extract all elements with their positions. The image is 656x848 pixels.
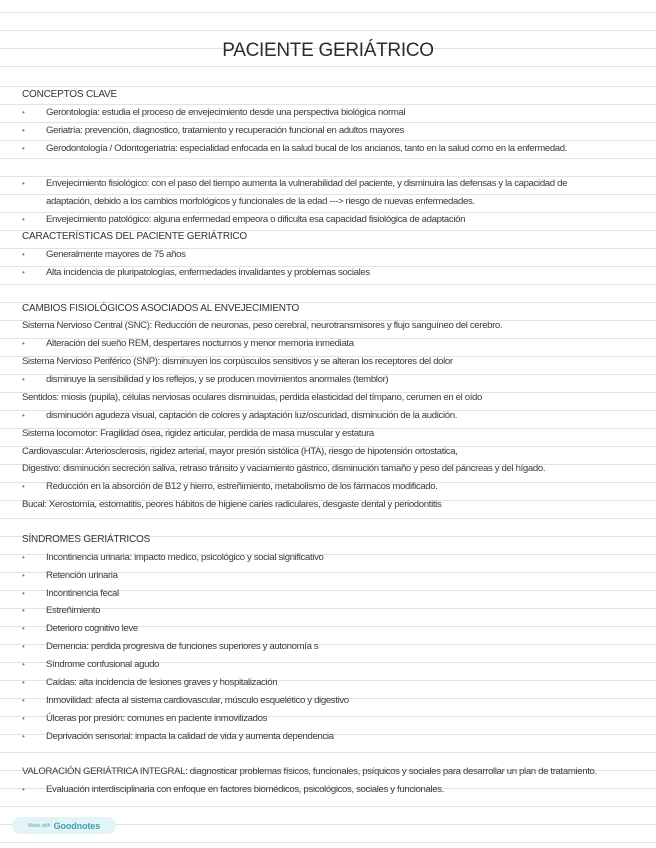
text-line-locomotor: Sistema locomotor: Fragilidad ósea, rigidez articular, perdida de masa muscular y estatura: [22, 428, 374, 439]
list-item: • Estreñimiento: [46, 604, 650, 618]
list-item: • disminuye la sensibilidad y los reflejos, y se producen movimientos anormales (temblor): [46, 373, 650, 387]
list-item: • Envejecimiento patológico: alguna enfermedad empeora o dificulta esa capacidad fisiológica de adaptación: [46, 213, 650, 227]
made-with-label: Made with: [27, 822, 51, 829]
text-line-cardio: Cardiovascular: Arteriosclerosis, rigidez arterial, mayor presión sistólica (HTA), riesgo de hipotensión ortostatica,: [22, 446, 458, 457]
list-item: • Reducción en la absorción de B12 y hierro, estreñimiento, metabolismo de los fármacos modificado.: [46, 480, 650, 494]
list-item: • Deterioro cognitivo leve: [46, 622, 650, 636]
list-item: • Evaluación interdisciplinaria con enfoque en factores biomédicos, psicológicos, sociales y funcionales.: [46, 783, 650, 797]
text-line-snc: Sistema Nervioso Central (SNC): Reducción de neuronas, peso cerebral, neurotransmisores y flujo sanguíneo del cerebro.: [22, 320, 503, 331]
list-item: • disminución agudeza visual, captación de colores y adaptación luz/oscuridad, disminución de la audición.: [46, 409, 650, 423]
list-item: • Síndrome confusional agudo: [46, 658, 650, 672]
section-heading-valoracion: VALORACIÓN GERIÁTRICA INTEGRAL: diagnosticar problemas físicos, funcionales, psíquicos y sociales para desarrollar un plan de tratamiento.: [22, 766, 597, 777]
list-item: • Geriatría: prevención, diagnostico, tratamiento y recuperación funcional en adultos mayores: [46, 124, 650, 138]
list-item: • Generalmente mayores de 75 años: [46, 248, 650, 262]
list-item: • Caídas: alta incidencia de lesiones graves y hospitalización: [46, 676, 650, 690]
text-line-snp: Sistema Nervioso Periférico (SNP): disminuyen los corpúsculos sensitivos y se alteran los receptores del dolor: [22, 356, 453, 367]
list-item: • Demencia: perdida progresiva de funciones superiores y autonomía s: [46, 640, 650, 654]
section-heading-sindromes: SÍNDROMES GERIÁTRICOS: [22, 534, 151, 545]
section-heading-caracteristicas: CARACTERÍSTICAS DEL PACIENTE GERIÁTRICO: [22, 231, 248, 242]
text-line-digestivo: Digestivo: disminución secreción saliva, retraso tránsito y vaciamiento gástrico, disminución tamaño y peso del páncreas y del hígado.: [22, 463, 546, 474]
made-with-goodnotes-badge[interactable]: [12, 817, 116, 834]
list-item-continuation: adaptación, debido a los cambios morfológicos y funcionales de la edad ---> riesgo de nuevas enfermedades.: [46, 196, 475, 207]
list-item: • Inmovilidad: afecta al sistema cardiovascular, músculo esquelético y digestivo: [46, 694, 650, 708]
section-heading-cambios: CAMBIOS FISIOLÓGICOS ASOCIADOS AL ENVEJECIMIENTO: [22, 303, 300, 314]
list-item: • Gerodontología / Odontogeriatria: especialidad enfocada en la salud bucal de los ancianos, tanto en la salud como en la enfermedad.: [46, 142, 650, 156]
list-item: • Envejecimiento fisiológico: con el paso del tiempo aumenta la vulnerabilidad del paciente, y disminuira las defensas y la capacidad de: [46, 177, 650, 191]
text-line-bucal: Bucal: Xerostomía, estomatitis, peores hábitos de higiene caries radiculares, desgaste dental y periodontitis: [22, 499, 442, 510]
list-item: • Retención urinaria: [46, 569, 650, 583]
goodnotes-logo: Goodnotes: [53, 820, 101, 831]
list-item: • Incontinencia urinaria: impacto medico, psicológico y social significativo: [46, 551, 650, 565]
list-item: • Deprivación sensorial: impacta la calidad de vida y aumenta dependencia: [46, 730, 650, 744]
section-heading-conceptos: CONCEPTOS CLAVE: [22, 89, 117, 100]
list-item: • Alteración del sueño REM, despertares nocturnos y menor memoria inmediata: [46, 337, 650, 351]
list-item: • Incontinencia fecal: [46, 587, 650, 601]
list-item: • Alta incidencia de pluripatologías, enfermedades invalidantes y problemas sociales: [46, 266, 650, 280]
list-item: • Gerontología: estudia el proceso de envejecimiento desde una perspectiva biológica normal: [46, 106, 650, 120]
page-title: PACIENTE GERIÁTRICO: [222, 40, 434, 61]
text-line-sentidos: Sentidos: miosis (pupila), células nerviosas oculares disminuidas, perdida elasticidad del tímpano, cerumen en el oído: [22, 392, 482, 403]
list-item: • Úlceras por presión: comunes en paciente inmovilizados: [46, 712, 650, 726]
